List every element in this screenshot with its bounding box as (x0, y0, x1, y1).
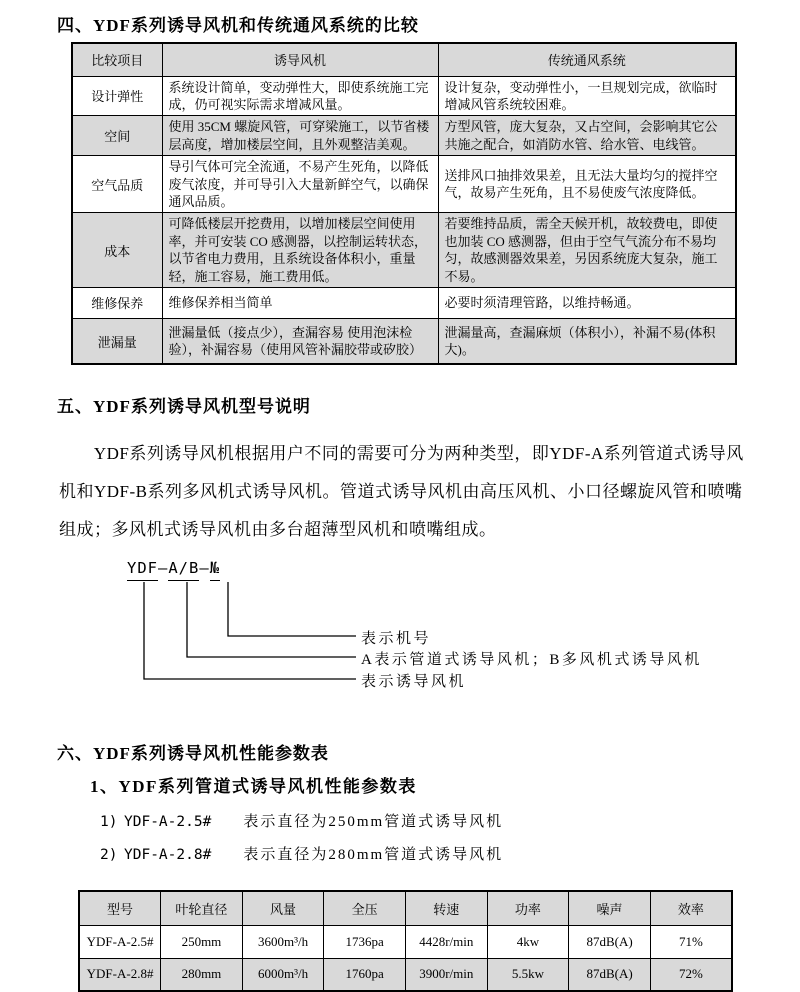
perf-cell: 71% (650, 926, 732, 959)
model-dash: — (158, 558, 169, 577)
row-item-label: 设计弹性 (72, 76, 162, 116)
row-traditional-cell: 若要维持品质，需全天候开机，故较费电，即使也加装 CO 感测器，但由于空气气流分布不易均匀，故感测器效果差，另因系统庞大复杂，施工不易。 (438, 213, 736, 288)
row-item-label: 泄漏量 (72, 318, 162, 364)
performance-table-header-row (79, 891, 732, 926)
model-code-text (127, 559, 220, 577)
perf-cell: YDF-A-2.5# (79, 926, 161, 959)
table-row (72, 116, 736, 156)
table-row (72, 287, 736, 318)
row-traditional-cell: 泄漏量高，查漏麻烦（体积小），补漏不易(体积大)。 (438, 318, 736, 364)
note-description: 表示直径为280mm管道式诱导风机 (243, 846, 504, 863)
row-item-label: 维修保养 (72, 287, 162, 318)
perf-header-speed: 转速 (406, 891, 488, 926)
section6-title: 六、YDF系列诱导风机性能参数表 (57, 743, 329, 763)
comparison-table (71, 42, 737, 365)
row-traditional-cell: 设计复杂，变动弹性小，一旦规划完成，欲临时增减风管系统较困难。 (438, 76, 736, 116)
note-description: 表示直径为250mm管道式诱导风机 (243, 813, 504, 830)
table-row (72, 76, 736, 116)
table-row (72, 318, 736, 364)
model-note-1 (100, 810, 800, 830)
perf-cell: YDF-A-2.8# (79, 959, 161, 991)
model-number-diagram (0, 559, 800, 707)
table-row (72, 156, 736, 213)
perf-header-total-pressure: 全压 (324, 891, 406, 926)
diagram-label-type-meaning: A表示管道式诱导风机；B多风机式诱导风机 (361, 651, 702, 668)
table-row (79, 959, 732, 991)
comparison-header-induced-fan: 诱导风机 (162, 43, 438, 76)
perf-cell: 4428r/min (406, 926, 488, 959)
perf-header-air-volume: 风量 (242, 891, 324, 926)
row-induced-cell: 系统设计简单，变动弹性大，即使系统施工完成，仍可视实际需求增减风量。 (162, 76, 438, 116)
perf-cell: 1736pa (324, 926, 406, 959)
perf-header-efficiency: 效率 (650, 891, 732, 926)
perf-cell: 3900r/min (406, 959, 488, 991)
note-number: 2) (100, 846, 118, 863)
performance-table (78, 890, 733, 992)
row-item-label: 空气品质 (72, 156, 162, 213)
perf-cell: 3600m³/h (242, 926, 324, 959)
row-induced-cell: 使用 35CM 螺旋风管，可穿梁施工，以节省楼层高度，增加楼层空间，且外观整洁美观。 (162, 116, 438, 156)
perf-cell: 4kw (487, 926, 569, 959)
table-row (79, 926, 732, 959)
row-item-label: 空间 (72, 116, 162, 156)
comparison-header-traditional-system: 传统通风系统 (438, 43, 736, 76)
model-note-2 (100, 843, 800, 863)
section6-subtitle: 1、YDF系列管道式诱导风机性能参数表 (90, 776, 417, 796)
perf-cell: 87dB(A) (569, 926, 651, 959)
perf-cell: 6000m³/h (242, 959, 324, 991)
perf-cell: 87dB(A) (569, 959, 651, 991)
row-induced-cell: 泄漏量低（接点少），查漏容易 使用泡沫检验），补漏容易（使用风管补漏胶带或矽胶） (162, 318, 438, 364)
row-induced-cell: 导引气体可完全流通，不易产生死角，以降低废气浓度，并可导引入大量新鲜空气，以确保通风品质。 (162, 156, 438, 213)
row-traditional-cell: 送排风口抽排效果差，且无法大量均匀的搅拌空气，故易产生死角，且不易使废气浓度降低。 (438, 156, 736, 213)
row-induced-cell: 维修保养相当简单 (162, 287, 438, 318)
row-item-label: 成本 (72, 213, 162, 288)
table-row (72, 213, 736, 288)
note-number: 1) (100, 813, 118, 830)
perf-header-noise: 噪声 (569, 891, 651, 926)
note-model-code: YDF-A-2.8# (124, 846, 212, 863)
perf-cell: 72% (650, 959, 732, 991)
row-traditional-cell: 必要时须清理管路，以维持畅通。 (438, 287, 736, 318)
model-number-segment: № (210, 559, 220, 581)
perf-cell: 1760pa (324, 959, 406, 991)
perf-header-model: 型号 (79, 891, 161, 926)
section4-title: 四、YDF系列诱导风机和传统通风系统的比较 (57, 16, 419, 35)
row-induced-cell: 可降低楼层开挖费用，以增加楼层空间使用率，并可安装 CO 感测器，以控制运转状态，以节省电力费用，且系统设备体积小，重量轻，施工容易，施工费用低。 (162, 213, 438, 288)
diagram-label-machine-number: 表示机号 (361, 630, 432, 647)
section5-paragraph: YDF系列诱导风机根据用户不同的需要可分为两种类型，即YDF-A系列管道式诱导风机和YDF-B系列多风机式诱导风机。管道式诱导风机由高压风机、小口径螺旋风管和喷嘴组成；多风机式诱导风机由多台超薄型风机和喷嘴组成。 (59, 444, 744, 539)
model-dash: — (199, 558, 210, 577)
section5-title: 五、YDF系列诱导风机型号说明 (57, 397, 311, 417)
perf-cell: 250mm (161, 926, 243, 959)
row-traditional-cell: 方型风管，庞大复杂，又占空间，会影响其它公共施之配合，如消防水管、给水管、电线管。 (438, 116, 736, 156)
model-type-segment: A/B (168, 559, 199, 581)
diagram-label-series-meaning: 表示诱导风机 (361, 673, 467, 690)
perf-cell: 5.5kw (487, 959, 569, 991)
perf-header-power: 功率 (487, 891, 569, 926)
note-model-code: YDF-A-2.5# (124, 813, 212, 830)
perf-cell: 280mm (161, 959, 243, 991)
model-series-segment: YDF (127, 559, 158, 581)
perf-header-impeller-diameter: 叶轮直径 (161, 891, 243, 926)
comparison-header-item: 比较项目 (72, 43, 162, 76)
comparison-table-header-row (72, 43, 736, 76)
